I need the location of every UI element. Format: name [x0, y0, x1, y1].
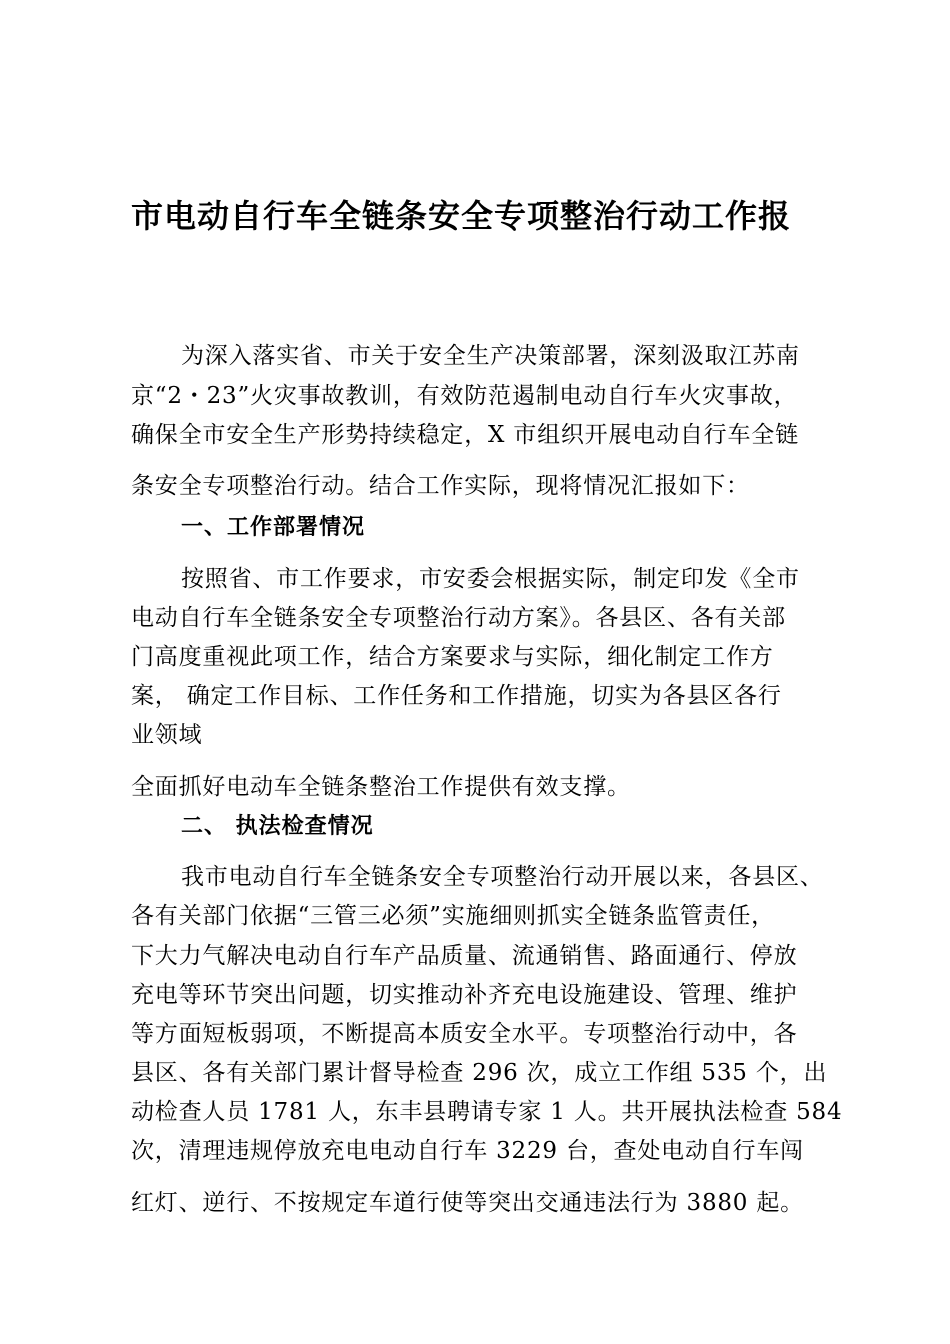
section1-line: 门高度重视此项工作，结合方案要求与实际，细化制定工作方: [131, 644, 774, 670]
section2-line: 下大力气解决电动自行车产品质量、流通销售、路面通行、停放: [131, 943, 798, 969]
intro-line: 确保全市安全生产形势持续稳定，X 市组织开展电动自行车全链: [131, 422, 799, 448]
section2-line: 各有关部门依据“三管三必须”实施细则抓实全链条监管责任，: [131, 903, 775, 929]
document-title: 市电动自行车全链条安全专项整治行动工作报: [131, 197, 792, 235]
intro-line: 京“2・23”火灾事故教训，有效防范遏制电动自行车火灾事故，: [131, 383, 798, 409]
section1-line: 全面抓好电动车全链条整治工作提供有效支撑。: [131, 774, 631, 800]
section2-line: 等方面短板弱项，不断提高本质安全水平。专项整治行动中，各: [131, 1021, 798, 1047]
section2-line: 充电等环节突出问题，切实推动补齐充电设施建设、管理、维护: [131, 982, 798, 1008]
section1-line: 案， 确定工作目标、工作任务和工作措施，切实为各县区各行: [131, 683, 782, 709]
section2-line: 次，清理违规停放充电电动自行车 3229 台，查处电动自行车闯: [131, 1138, 804, 1164]
section1-line: 业领域: [131, 722, 203, 748]
section2-line: 县区、各有关部门累计督导检查 296 次，成立工作组 535 个，出: [131, 1060, 828, 1086]
section-heading-2: 二、 执法检查情况: [181, 814, 374, 839]
section1-line: 电动自行车全链条安全专项整治行动方案》。各县区、各有关部: [131, 605, 786, 631]
intro-line: 为深入落实省、市关于安全生产决策部署，深刻汲取江苏南: [181, 343, 800, 369]
section1-line: 按照省、市工作要求，市安委会根据实际，制定印发《全市: [181, 566, 800, 592]
section2-line: 动检查人员 1781 人，东丰县聘请专家 1 人。共开展执法检查 584: [131, 1099, 843, 1125]
section2-line: 红灯、逆行、不按规定车道行使等突出交通违法行为 3880 起。: [131, 1190, 804, 1216]
section-heading-1: 一、工作部署情况: [181, 515, 366, 540]
intro-line: 条安全专项整治行动。结合工作实际，现将情况汇报如下：: [131, 473, 750, 499]
section2-line: 我市电动自行车全链条安全专项整治行动开展以来，各县区、: [181, 864, 824, 890]
